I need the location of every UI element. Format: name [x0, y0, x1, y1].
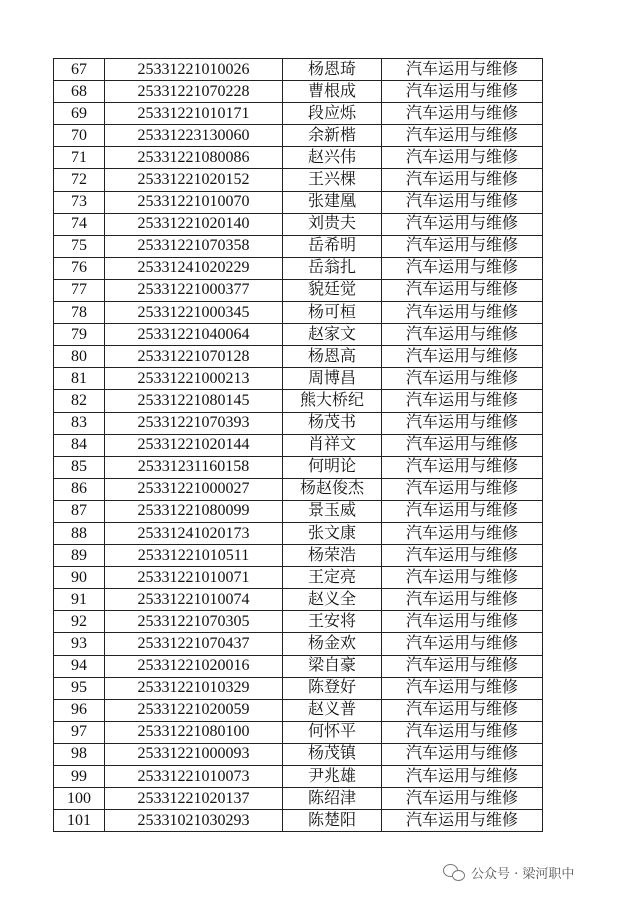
major-cell: 汽车运用与维修 — [382, 766, 543, 788]
major-cell: 汽车运用与维修 — [382, 103, 543, 125]
table-row — [54, 213, 543, 235]
table-row — [54, 59, 543, 81]
student-id-cell: 25331221080086 — [105, 147, 283, 169]
row-number-cell: 77 — [54, 279, 105, 301]
major-cell: 汽车运用与维修 — [382, 655, 543, 677]
student-name-cell: 杨恩琦 — [283, 59, 382, 81]
student-name-cell: 段应烁 — [283, 103, 382, 125]
table-row — [54, 545, 543, 567]
row-number-cell: 84 — [54, 434, 105, 456]
row-number-cell: 69 — [54, 103, 105, 125]
row-number-cell: 78 — [54, 302, 105, 324]
row-number-cell: 100 — [54, 788, 105, 810]
major-cell: 汽车运用与维修 — [382, 589, 543, 611]
student-id-cell: 25331223130060 — [105, 125, 283, 147]
major-cell: 汽车运用与维修 — [382, 81, 543, 103]
major-cell: 汽车运用与维修 — [382, 500, 543, 522]
student-name-cell: 杨荣浩 — [283, 545, 382, 567]
table-row — [54, 368, 543, 390]
table-row — [54, 743, 543, 765]
major-cell: 汽车运用与维修 — [382, 169, 543, 191]
table-row — [54, 766, 543, 788]
row-number-cell: 71 — [54, 147, 105, 169]
table-row — [54, 191, 543, 213]
row-number-cell: 88 — [54, 522, 105, 544]
table-row — [54, 500, 543, 522]
student-name-cell: 杨可桓 — [283, 302, 382, 324]
table-row — [54, 677, 543, 699]
student-name-cell: 陈登好 — [283, 677, 382, 699]
row-number-cell: 96 — [54, 699, 105, 721]
student-name-cell: 王定亮 — [283, 567, 382, 589]
major-cell: 汽车运用与维修 — [382, 478, 543, 500]
row-number-cell: 98 — [54, 743, 105, 765]
student-name-cell: 赵义全 — [283, 589, 382, 611]
student-id-cell: 25331221070128 — [105, 346, 283, 368]
watermark-text: 公众号 · 梁河职中 — [471, 866, 575, 882]
student-id-cell: 25331221010071 — [105, 567, 283, 589]
student-id-cell: 25331021030293 — [105, 810, 283, 832]
student-id-cell: 25331221010073 — [105, 766, 283, 788]
student-name-cell: 景玉威 — [283, 500, 382, 522]
major-cell: 汽车运用与维修 — [382, 434, 543, 456]
table-body — [54, 59, 543, 832]
row-number-cell: 75 — [54, 235, 105, 257]
student-name-cell: 赵义普 — [283, 699, 382, 721]
student-name-cell: 刘贵夫 — [283, 213, 382, 235]
row-number-cell: 79 — [54, 324, 105, 346]
student-name-cell: 杨金欢 — [283, 633, 382, 655]
major-cell: 汽车运用与维修 — [382, 567, 543, 589]
row-number-cell: 93 — [54, 633, 105, 655]
table-row — [54, 390, 543, 412]
table-row — [54, 633, 543, 655]
row-number-cell: 101 — [54, 810, 105, 832]
student-name-cell: 梁自豪 — [283, 655, 382, 677]
table-row — [54, 788, 543, 810]
student-name-cell: 杨茂镇 — [283, 743, 382, 765]
major-cell: 汽车运用与维修 — [382, 346, 543, 368]
student-id-cell: 25331221020059 — [105, 699, 283, 721]
major-cell: 汽车运用与维修 — [382, 545, 543, 567]
major-cell: 汽车运用与维修 — [382, 235, 543, 257]
row-number-cell: 80 — [54, 346, 105, 368]
table-row — [54, 434, 543, 456]
row-number-cell: 76 — [54, 257, 105, 279]
row-number-cell: 68 — [54, 81, 105, 103]
table-row — [54, 522, 543, 544]
student-name-cell: 陈楚阳 — [283, 810, 382, 832]
student-id-cell: 25331221000093 — [105, 743, 283, 765]
student-name-cell: 张建凰 — [283, 191, 382, 213]
student-id-cell: 25331221020152 — [105, 169, 283, 191]
major-cell: 汽车运用与维修 — [382, 279, 543, 301]
student-name-cell: 赵兴伟 — [283, 147, 382, 169]
table-row — [54, 169, 543, 191]
row-number-cell: 95 — [54, 677, 105, 699]
table-row — [54, 346, 543, 368]
row-number-cell: 87 — [54, 500, 105, 522]
row-number-cell: 81 — [54, 368, 105, 390]
row-number-cell: 67 — [54, 59, 105, 81]
major-cell: 汽车运用与维修 — [382, 456, 543, 478]
student-id-cell: 25331221070393 — [105, 412, 283, 434]
student-id-cell: 25331221010171 — [105, 103, 283, 125]
row-number-cell: 94 — [54, 655, 105, 677]
row-number-cell: 99 — [54, 766, 105, 788]
student-id-cell: 25331221020016 — [105, 655, 283, 677]
table-row — [54, 235, 543, 257]
student-name-cell: 杨恩高 — [283, 346, 382, 368]
watermark — [443, 862, 574, 882]
row-number-cell: 70 — [54, 125, 105, 147]
student-name-cell: 陈绍津 — [283, 788, 382, 810]
table-row — [54, 81, 543, 103]
table-row — [54, 456, 543, 478]
major-cell: 汽车运用与维修 — [382, 390, 543, 412]
major-cell: 汽车运用与维修 — [382, 633, 543, 655]
student-name-cell: 周博昌 — [283, 368, 382, 390]
major-cell: 汽车运用与维修 — [382, 324, 543, 346]
major-cell: 汽车运用与维修 — [382, 302, 543, 324]
table-row — [54, 699, 543, 721]
major-cell: 汽车运用与维修 — [382, 810, 543, 832]
row-number-cell: 86 — [54, 478, 105, 500]
student-name-cell: 何怀平 — [283, 721, 382, 743]
table-row — [54, 589, 543, 611]
student-name-cell: 肖祥文 — [283, 434, 382, 456]
major-cell: 汽车运用与维修 — [382, 213, 543, 235]
student-id-cell: 25331221070358 — [105, 235, 283, 257]
row-number-cell: 92 — [54, 611, 105, 633]
student-id-cell: 25331221020137 — [105, 788, 283, 810]
student-id-cell: 25331221010329 — [105, 677, 283, 699]
student-name-cell: 王兴棵 — [283, 169, 382, 191]
major-cell: 汽车运用与维修 — [382, 191, 543, 213]
student-name-cell: 何明论 — [283, 456, 382, 478]
row-number-cell: 73 — [54, 191, 105, 213]
table-row — [54, 611, 543, 633]
major-cell: 汽车运用与维修 — [382, 721, 543, 743]
major-cell: 汽车运用与维修 — [382, 368, 543, 390]
student-name-cell: 杨赵俊杰 — [283, 478, 382, 500]
student-id-cell: 25331231160158 — [105, 456, 283, 478]
row-number-cell: 72 — [54, 169, 105, 191]
row-number-cell: 97 — [54, 721, 105, 743]
major-cell: 汽车运用与维修 — [382, 412, 543, 434]
student-id-cell: 25331221080100 — [105, 721, 283, 743]
student-name-cell: 王安将 — [283, 611, 382, 633]
student-name-cell: 余新楷 — [283, 125, 382, 147]
table-row — [54, 302, 543, 324]
student-id-cell: 25331221070305 — [105, 611, 283, 633]
row-number-cell: 83 — [54, 412, 105, 434]
wechat-icon — [443, 862, 467, 882]
student-id-cell: 25331221000377 — [105, 279, 283, 301]
major-cell: 汽车运用与维修 — [382, 743, 543, 765]
table-row — [54, 279, 543, 301]
student-name-cell: 张文康 — [283, 522, 382, 544]
student-name-cell: 赵家文 — [283, 324, 382, 346]
student-id-cell: 25331221010074 — [105, 589, 283, 611]
major-cell: 汽车运用与维修 — [382, 522, 543, 544]
student-name-cell: 曹根成 — [283, 81, 382, 103]
major-cell: 汽车运用与维修 — [382, 611, 543, 633]
row-number-cell: 82 — [54, 390, 105, 412]
student-name-cell: 尹兆雄 — [283, 766, 382, 788]
table-row — [54, 478, 543, 500]
table-row — [54, 147, 543, 169]
major-cell: 汽车运用与维修 — [382, 699, 543, 721]
student-name-cell: 貌廷觉 — [283, 279, 382, 301]
row-number-cell: 91 — [54, 589, 105, 611]
student-name-cell: 杨茂书 — [283, 412, 382, 434]
major-cell: 汽车运用与维修 — [382, 147, 543, 169]
table-row — [54, 412, 543, 434]
student-id-cell: 25331221010026 — [105, 59, 283, 81]
student-id-cell: 25331241020173 — [105, 522, 283, 544]
student-id-cell: 25331221000027 — [105, 478, 283, 500]
row-number-cell: 90 — [54, 567, 105, 589]
student-id-cell: 25331221080145 — [105, 390, 283, 412]
table-row — [54, 567, 543, 589]
table-row — [54, 721, 543, 743]
major-cell: 汽车运用与维修 — [382, 788, 543, 810]
student-id-cell: 25331221040064 — [105, 324, 283, 346]
major-cell: 汽车运用与维修 — [382, 59, 543, 81]
major-cell: 汽车运用与维修 — [382, 125, 543, 147]
student-name-cell: 熊大桥纪 — [283, 390, 382, 412]
major-cell: 汽车运用与维修 — [382, 257, 543, 279]
table-row — [54, 655, 543, 677]
major-cell: 汽车运用与维修 — [382, 677, 543, 699]
student-id-cell: 25331221010511 — [105, 545, 283, 567]
student-name-cell: 岳希明 — [283, 235, 382, 257]
student-id-cell: 25331221070437 — [105, 633, 283, 655]
student-id-cell: 25331221020140 — [105, 213, 283, 235]
table-row — [54, 103, 543, 125]
student-id-cell: 25331221000213 — [105, 368, 283, 390]
student-id-cell: 25331221070228 — [105, 81, 283, 103]
student-id-cell: 25331221080099 — [105, 500, 283, 522]
row-number-cell: 85 — [54, 456, 105, 478]
student-id-cell: 25331221020144 — [105, 434, 283, 456]
student-id-cell: 25331221010070 — [105, 191, 283, 213]
table-row — [54, 324, 543, 346]
student-id-cell: 25331221000345 — [105, 302, 283, 324]
student-id-cell: 25331241020229 — [105, 257, 283, 279]
student-name-cell: 岳翁扎 — [283, 257, 382, 279]
table-row — [54, 810, 543, 832]
row-number-cell: 74 — [54, 213, 105, 235]
student-table — [53, 58, 543, 832]
table-row — [54, 125, 543, 147]
row-number-cell: 89 — [54, 545, 105, 567]
table-row — [54, 257, 543, 279]
